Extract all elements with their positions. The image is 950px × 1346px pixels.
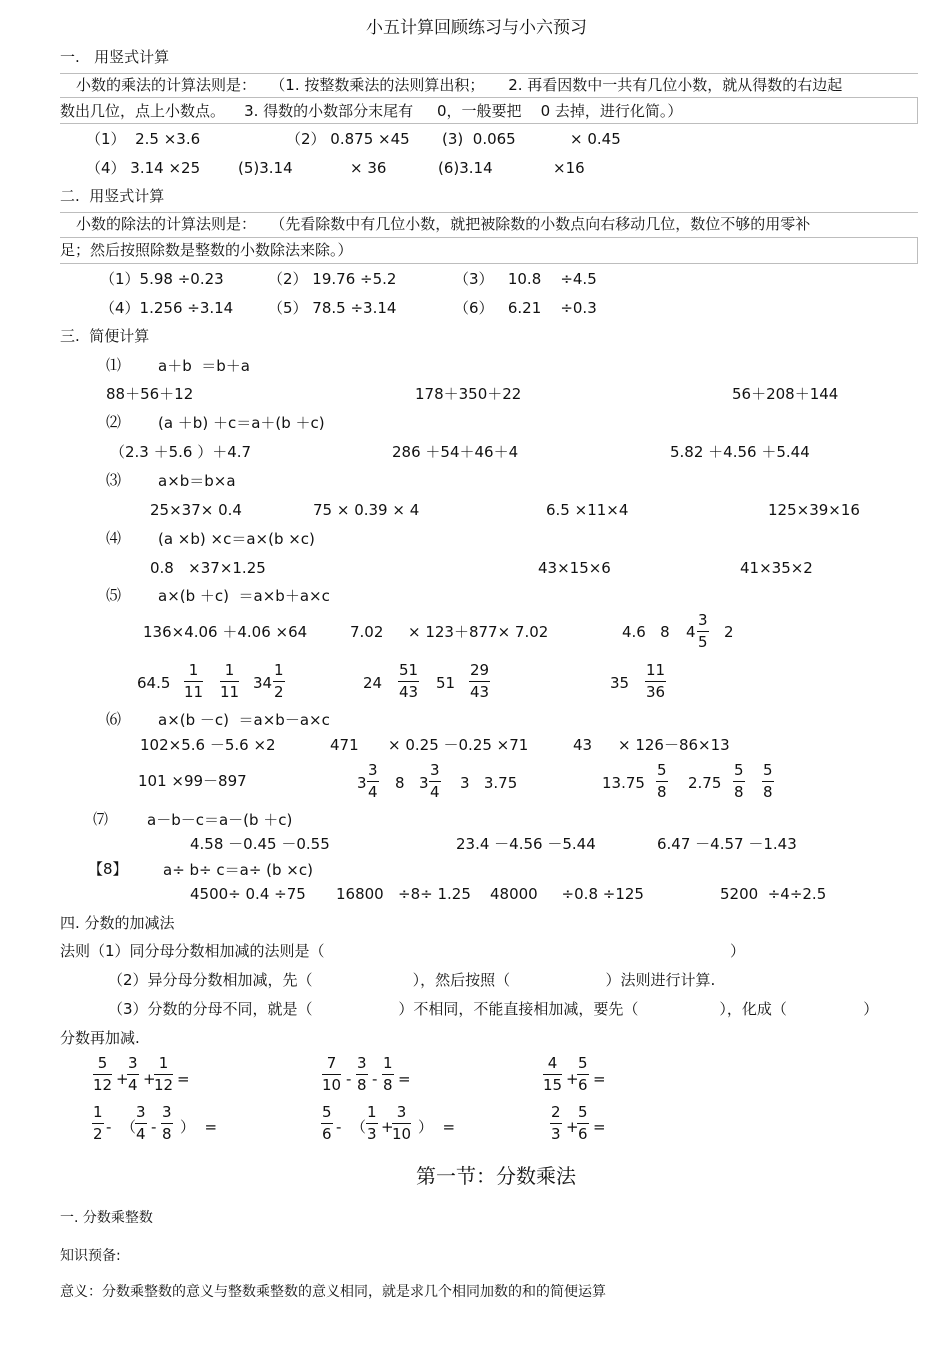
denominator: 36 [646, 683, 666, 701]
plus-operator: + [566, 1070, 579, 1088]
denominator: 3 [367, 1125, 377, 1143]
expr-4b: 43×15×6 [538, 559, 611, 577]
fraction [577, 1105, 589, 1142]
expr-10c: 48000 ÷0.8 ÷125 [490, 885, 644, 903]
law-1-label: ⑴ [106, 356, 122, 374]
close-paren-equals: ） = [418, 1118, 456, 1136]
numerator: 1 [273, 663, 285, 682]
expr-10a: 4500÷ 0.4 ÷75 [190, 885, 306, 903]
expr-10b: 16800 ÷8÷ 1.25 [336, 885, 471, 903]
law-7: a－b－c＝a－(b ＋c) [147, 811, 293, 829]
fraction [220, 663, 239, 700]
fraction [398, 663, 419, 700]
expr-8b-part4: 3 3.75 [460, 774, 518, 792]
meaning-text: 意义：分数乘整数的意义与整数乘整数的意义相同，就是求几个相同加数的和的简便运算 [60, 1284, 606, 1300]
denominator: 6 [578, 1076, 588, 1094]
fraction [645, 663, 666, 700]
fraction [161, 1105, 173, 1142]
subsection-heading: 一. 分数乘整数 [60, 1210, 153, 1226]
multiplication-rule-line2: 数出几位，点上小数点。 3. 得数的小数部分末尾有 0，一般要把 0 去掉，进行化简。） [60, 102, 683, 120]
close-paren-equals: ） = [180, 1118, 218, 1136]
rule-box-bottom [60, 123, 918, 124]
minus-operator: - [346, 1070, 352, 1088]
numerator: 5 [577, 1105, 589, 1124]
rule2-box-bottom [60, 263, 918, 264]
law-3: a×b＝b×a [158, 472, 236, 490]
law-4-label: ⑷ [106, 529, 122, 547]
numerator: 3 [429, 763, 441, 782]
fraction [366, 1105, 378, 1142]
expr-1a: 88＋56＋12 [106, 385, 194, 403]
expr-7b: 471 [330, 736, 359, 754]
denominator: 2 [274, 683, 284, 701]
expr-8c-part1: 13.75 [602, 774, 645, 792]
rule-box-top [60, 73, 918, 74]
fraction-rule-4: 分数再加减. [60, 1029, 140, 1047]
expr-5b-op: × 123＋877× 7.02 [408, 623, 549, 641]
expr-9c: 6.47 －4.57 －1.43 [657, 835, 797, 853]
law-4: (a ×b) ×c＝a×(b ×c) [158, 530, 315, 548]
section-1-heading: 一. 用竖式计算 [60, 48, 170, 66]
rule2-box-right [917, 237, 918, 263]
law-6-label: ⑹ [106, 710, 122, 728]
numerator: 2 [550, 1105, 562, 1124]
expr-2c: 5.82 ＋4.56 ＋5.44 [670, 443, 810, 461]
numerator: 3 [161, 1105, 173, 1124]
numerator: 51 [398, 663, 419, 682]
denominator: 11 [184, 683, 204, 701]
plus-operator: + [116, 1070, 129, 1088]
expr-5c-part3: 2 [724, 623, 734, 641]
law-7-label: ⑺ [93, 810, 109, 828]
denominator: 4 [136, 1125, 146, 1143]
expr-8b-part2: 8 [395, 774, 405, 792]
fraction [697, 613, 709, 650]
fraction-rule-2: （2）异分母分数相加减，先（ ），然后按照（ ）法则进行计算. [108, 971, 716, 989]
expr-4a: 0.8 ×37×1.25 [150, 559, 266, 577]
fraction [154, 1056, 173, 1093]
numerator: 4 [543, 1056, 562, 1075]
problem-1-4: （4） 3.14 ×25 [86, 159, 201, 177]
numerator: 3 [392, 1105, 411, 1124]
denominator: 10 [322, 1076, 342, 1094]
expr-7b-op: × 0.25 －0.25 ×71 [388, 736, 529, 754]
numerator: 3 [367, 763, 379, 782]
minus-open-paren: - （ [336, 1118, 366, 1136]
expr-5c-whole: 4 [686, 623, 696, 641]
denominator: 4 [368, 783, 378, 801]
plus-operator: + [566, 1118, 579, 1136]
denominator: 8 [763, 783, 773, 801]
law-6: a×(b －c) ＝a×b－a×c [158, 711, 330, 729]
denominator: 8 [357, 1076, 367, 1094]
problem-2-3: （3） 10.8 ÷4.5 [454, 270, 597, 288]
division-rule-line1: 小数的除法的计算法则是： （先看除数中有几位小数，就把被除数的小数点向右移动几位，数位不够的用零补 [76, 215, 811, 233]
numerator: 29 [469, 663, 490, 682]
expr-3d: 125×39×16 [768, 501, 860, 519]
numerator: 7 [322, 1056, 341, 1075]
fraction-rule-1: 法则（1）同分母分数相加减的法则是（ [60, 942, 325, 960]
minus-operator: - [151, 1118, 157, 1136]
denominator: 10 [392, 1125, 412, 1143]
denominator: 12 [154, 1076, 174, 1094]
equals-sign: = [177, 1070, 190, 1088]
page-title: 小五计算回顾练习与小六预习 [366, 18, 587, 38]
fraction [469, 663, 490, 700]
denominator: 4 [430, 783, 440, 801]
expr-6a-part1: 64.5 [137, 674, 171, 692]
denominator: 8 [657, 783, 667, 801]
section-4-heading: 四. 分数的加减法 [60, 914, 175, 932]
expr-9b: 23.4 －4.56 －5.44 [456, 835, 596, 853]
fraction-rule-1-close: ） [730, 942, 746, 960]
expr-3b: 75 × 0.39 × 4 [313, 501, 420, 519]
denominator: 8 [734, 783, 744, 801]
fraction [321, 1105, 333, 1142]
fraction [93, 1056, 112, 1093]
problem-2-4: （4）1.256 ÷3.14 [100, 299, 234, 317]
numerator: 11 [645, 663, 666, 682]
expr-8a: 101 ×99－897 [138, 772, 247, 790]
section-3-heading: 三. 简便计算 [60, 327, 150, 345]
expr-3c: 6.5 ×11×4 [546, 501, 629, 519]
rule-box-mid [60, 97, 918, 98]
problem-1-6: (6)3.14 [438, 159, 493, 177]
problem-2-5: （5） 78.5 ÷3.14 [268, 299, 397, 317]
fraction [356, 1056, 368, 1093]
plus-operator: + [381, 1118, 394, 1136]
denominator: 12 [93, 1076, 113, 1094]
denominator: 11 [220, 683, 240, 701]
expr-6c-part1: 35 [610, 674, 630, 692]
chapter-title: 第一节：分数乘法 [416, 1164, 576, 1188]
fraction [127, 1056, 139, 1093]
fraction [184, 663, 203, 700]
denominator: 15 [543, 1076, 563, 1094]
fraction [577, 1056, 589, 1093]
fraction [429, 763, 441, 800]
fraction [135, 1105, 147, 1142]
law-8-label: 【8】 [88, 860, 128, 878]
denominator: 8 [383, 1076, 393, 1094]
law-2-label: ⑵ [106, 413, 122, 431]
expr-10d: 5200 ÷4÷2.5 [720, 885, 827, 903]
denominator: 3 [551, 1125, 561, 1143]
expr-5c-part1: 4.6 8 [622, 623, 670, 641]
numerator: 3 [697, 613, 709, 632]
numerator: 1 [92, 1105, 104, 1124]
fraction [322, 1056, 341, 1093]
numerator: 5 [762, 763, 774, 782]
section-2-heading: 二. 用竖式计算 [60, 187, 165, 205]
problem-2-2: （2） 19.76 ÷5.2 [268, 270, 397, 288]
numerator: 1 [382, 1056, 394, 1075]
expr-8c-part2: 2.75 [688, 774, 722, 792]
numerator: 5 [733, 763, 745, 782]
law-2: (a ＋b) ＋c＝a＋(b ＋c) [158, 414, 325, 432]
numerator: 3 [127, 1056, 139, 1075]
multiplication-rule-line1: 小数的乘法的计算法则是： （1. 按整数乘法的法则算出积； 2. 再看因数中一共有几位小数，就从得数的右边起 [76, 76, 843, 94]
expr-6b-part1: 24 [363, 674, 383, 692]
numerator: 1 [184, 663, 203, 682]
problem-1-5: (5)3.14 [238, 159, 293, 177]
fraction [367, 763, 379, 800]
rule2-box-mid [60, 237, 918, 238]
equals-sign: = [593, 1070, 606, 1088]
numerator: 1 [220, 663, 239, 682]
problem-1-1: （1） 2.5 ×3.6 [86, 130, 201, 148]
denominator: 6 [578, 1125, 588, 1143]
fraction [656, 763, 668, 800]
denominator: 43 [470, 683, 490, 701]
numerator: 3 [356, 1056, 368, 1075]
denominator: 2 [93, 1125, 103, 1143]
expr-3a: 25×37× 0.4 [150, 501, 242, 519]
fraction [733, 763, 745, 800]
problem-1-3-op: × 0.45 [570, 130, 621, 148]
knowledge-label: 知识预备: [60, 1248, 121, 1264]
law-5: a×(b ＋c) ＝a×b＋a×c [158, 587, 330, 605]
expr-7a: 102×5.6 －5.6 ×2 [140, 736, 276, 754]
minus-open-paren: - （ [106, 1118, 136, 1136]
problem-2-1: （1）5.98 ÷0.23 [100, 270, 224, 288]
denominator: 8 [162, 1125, 172, 1143]
fraction [382, 1056, 394, 1093]
expr-7c: 43 [573, 736, 593, 754]
expr-8b-whole1: 3 [357, 774, 367, 792]
rule2-box-top [60, 212, 918, 213]
fraction [392, 1105, 411, 1142]
expr-9a: 4.58 －0.45 －0.55 [190, 835, 330, 853]
expr-1b: 178＋350＋22 [415, 385, 522, 403]
equals-sign: = [593, 1118, 606, 1136]
expr-6a-whole: 34 [253, 674, 273, 692]
fraction [762, 763, 774, 800]
numerator: 1 [366, 1105, 378, 1124]
fraction-rule-3: （3）分数的分母不同，就是（ ）不相同，不能直接相加减，要先（ ），化成（ ） [108, 1000, 879, 1018]
expr-8b-whole2: 3 [419, 774, 429, 792]
problem-2-6: （6） 6.21 ÷0.3 [454, 299, 597, 317]
fraction [550, 1105, 562, 1142]
numerator: 5 [577, 1056, 589, 1075]
problem-1-6-op: ×16 [553, 159, 585, 177]
fraction [543, 1056, 562, 1093]
problem-1-5-op: × 36 [350, 159, 387, 177]
law-5-label: ⑸ [106, 586, 122, 604]
numerator: 5 [321, 1105, 333, 1124]
expr-4c: 41×35×2 [740, 559, 813, 577]
minus-operator: - [372, 1070, 378, 1088]
problem-1-2: （2） 0.875 ×45 [286, 130, 410, 148]
denominator: 5 [698, 633, 708, 651]
law-1: a＋b ＝b＋a [158, 357, 250, 375]
division-rule-line2: 足；然后按照除数是整数的小数除法来除。） [60, 241, 353, 259]
expr-1c: 56＋208＋144 [732, 385, 839, 403]
fraction [273, 663, 285, 700]
expr-2b: 286 ＋54＋46＋4 [392, 443, 519, 461]
rule-box-right [917, 97, 918, 123]
denominator: 6 [322, 1125, 332, 1143]
equals-sign: = [398, 1070, 411, 1088]
expr-6b-part2: 51 [436, 674, 456, 692]
numerator: 1 [154, 1056, 173, 1075]
denominator: 4 [128, 1076, 138, 1094]
numerator: 5 [93, 1056, 112, 1075]
expr-2a: （2.3 ＋5.6 ）＋4.7 [110, 443, 252, 461]
expr-7c-op: × 126－86×13 [618, 736, 730, 754]
expr-5a: 136×4.06 ＋4.06 ×64 [143, 623, 308, 641]
law-3-label: ⑶ [106, 471, 122, 489]
expr-5b: 7.02 [350, 623, 384, 641]
numerator: 5 [656, 763, 668, 782]
fraction [92, 1105, 104, 1142]
denominator: 43 [399, 683, 419, 701]
plus-operator: + [143, 1070, 156, 1088]
problem-1-3: (3) 0.065 [442, 130, 516, 148]
numerator: 3 [135, 1105, 147, 1124]
law-8: a÷ b÷ c＝a÷ (b ×c) [163, 861, 313, 879]
